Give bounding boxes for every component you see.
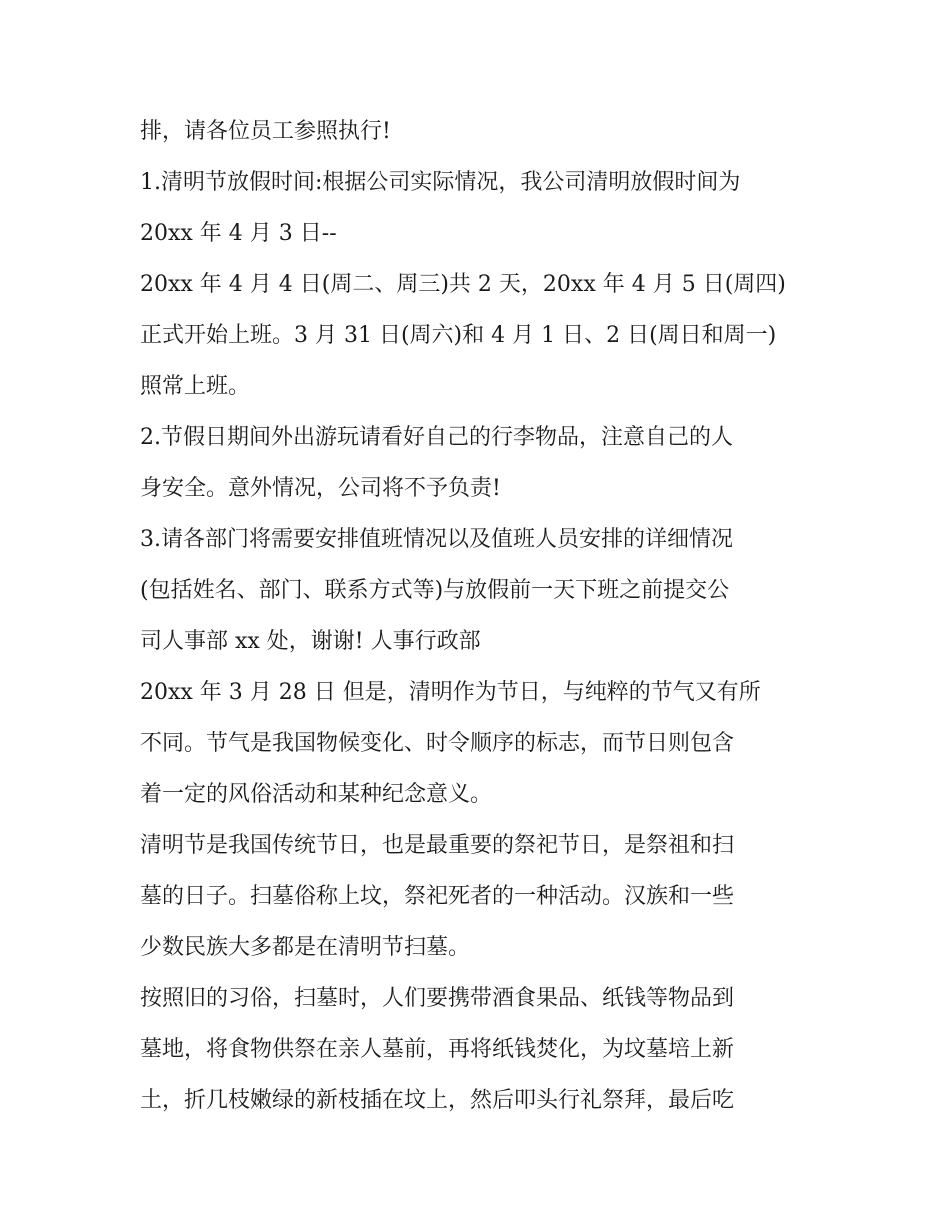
text-line: 墓的日子。扫墓俗称上坟，祭祀死者的一种活动。汉族和一些 bbox=[140, 884, 735, 909]
text-line: 墓地，将食物供祭在亲人墓前，再将纸钱焚化，为坟墓培上新 bbox=[140, 1037, 735, 1062]
text-line: 20xx 年 4 月 3 日-- bbox=[140, 221, 337, 246]
text-line: 司人事部 xx 处，谢谢! 人事行政部 bbox=[140, 629, 481, 654]
text-line: 少数民族大多都是在清明节扫墓。 bbox=[140, 935, 471, 960]
text-line: 正式开始上班。3 月 31 日(周六)和 4 月 1 日、2 日(周日和周一) bbox=[140, 323, 777, 348]
text-line: 不同。节气是我国物候变化、时令顺序的标志，而节日则包含 bbox=[140, 731, 735, 756]
text-line: 土，折几枝嫩绿的新枝插在坟上，然后叩头行礼祭拜，最后吃 bbox=[140, 1088, 735, 1113]
document-body bbox=[140, 106, 820, 1126]
text-line: 着一定的风俗活动和某种纪念意义。 bbox=[140, 782, 493, 807]
text-line: 身安全。意外情况，公司将不予负责! bbox=[140, 476, 501, 501]
text-line: 2.节假日期间外出游玩请看好自己的行李物品，注意自己的人 bbox=[140, 425, 733, 450]
text-line: 3.请各部门将需要安排值班情况以及值班人员安排的详细情况 bbox=[140, 527, 733, 552]
text-line: 清明节是我国传统节日，也是最重要的祭祀节日，是祭祖和扫 bbox=[140, 833, 735, 858]
text-line: 20xx 年 3 月 28 日 但是，清明作为节日，与纯粹的节气又有所 bbox=[140, 680, 761, 705]
text-line: 1.清明节放假时间:根据公司实际情况，我公司清明放假时间为 bbox=[140, 170, 741, 195]
text-line: 照常上班。 bbox=[140, 374, 251, 399]
text-line: 排，请各位员工参照执行! bbox=[140, 119, 391, 144]
text-line: 按照旧的习俗，扫墓时，人们要携带酒食果品、纸钱等物品到 bbox=[140, 986, 735, 1011]
text-line: (包括姓名、部门、联系方式等)与放假前一天下班之前提交公 bbox=[140, 578, 730, 603]
text-line: 20xx 年 4 月 4 日(周二、周三)共 2 天，20xx 年 4 月 5 日(周四) bbox=[140, 272, 786, 297]
